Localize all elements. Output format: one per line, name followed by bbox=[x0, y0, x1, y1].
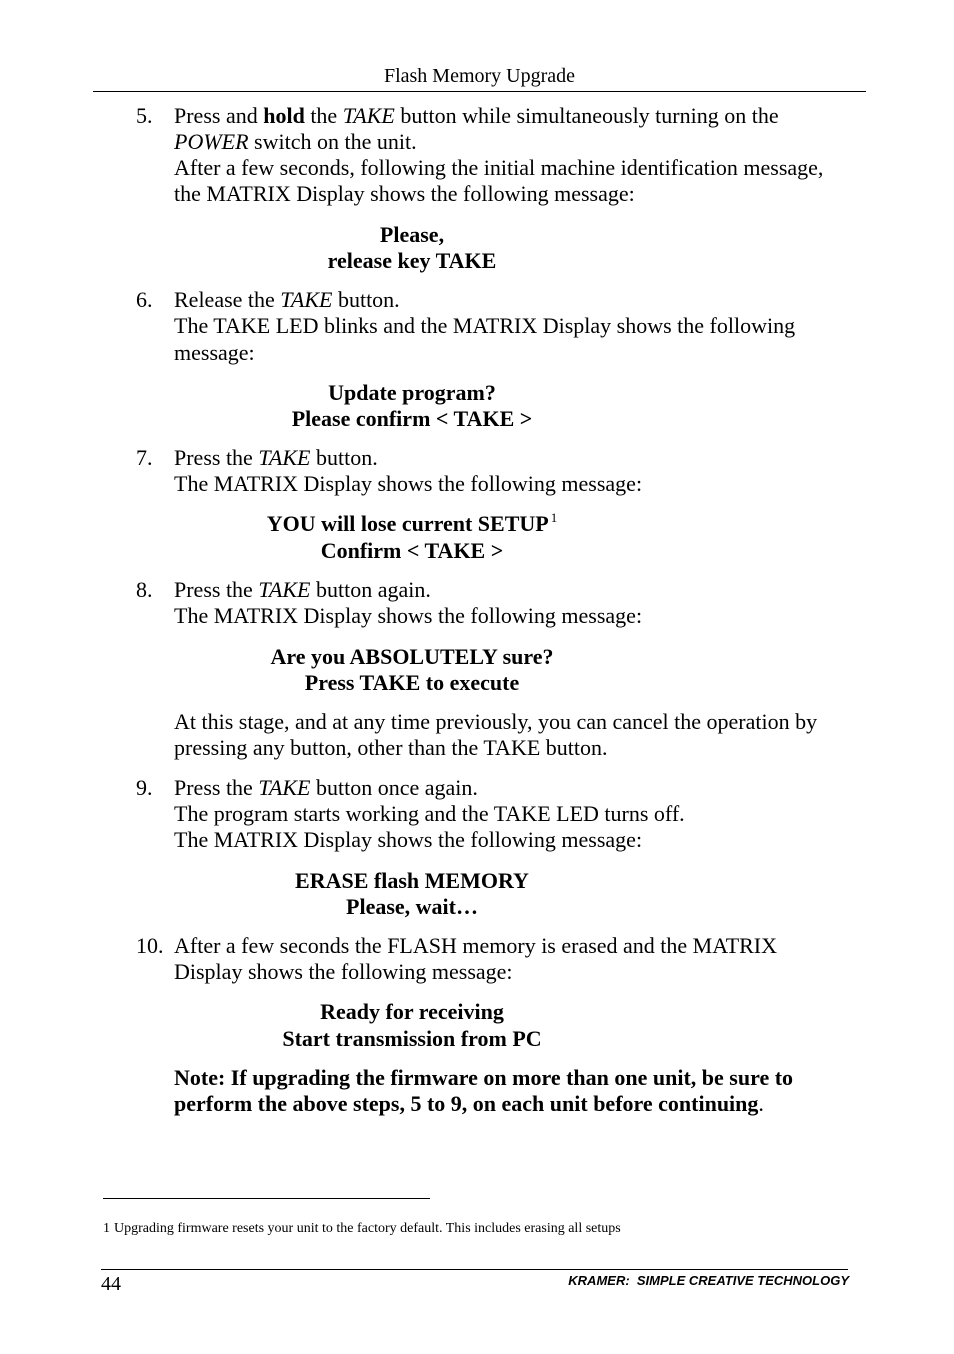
step-10-line-2: Display shows the following message: bbox=[174, 959, 513, 984]
footer-tagline: KRAMER: SIMPLE CREATIVE TECHNOLOGY bbox=[568, 1273, 849, 1288]
take-button-term: TAKE bbox=[280, 287, 333, 312]
step-text: Press the bbox=[174, 775, 259, 800]
page-number: 44 bbox=[101, 1273, 121, 1295]
note-text: perform the above steps, 5 to 9, on each unit before continuing bbox=[174, 1091, 759, 1116]
take-button-term: TAKE bbox=[258, 775, 311, 800]
step-text: Press the bbox=[174, 445, 259, 470]
display-message-line-1: ERASE flash MEMORY bbox=[295, 868, 529, 893]
display-message-line-2: Please confirm < TAKE > bbox=[291, 406, 533, 431]
step-9-line-3: The MATRIX Display shows the following message: bbox=[174, 827, 643, 852]
take-button-term: TAKE bbox=[258, 577, 311, 602]
note-line-2 bbox=[174, 1091, 764, 1117]
step-9-line-1 bbox=[174, 775, 478, 801]
step-text: button. bbox=[332, 287, 400, 312]
step-number: 7. bbox=[136, 445, 153, 470]
step-6-line-3: message: bbox=[174, 340, 255, 365]
power-switch-term: POWER bbox=[174, 129, 249, 154]
take-button-term: TAKE bbox=[258, 445, 311, 470]
display-message-line-1: Are you ABSOLUTELY sure? bbox=[270, 644, 554, 669]
step-text: button. bbox=[310, 445, 378, 470]
header-rule bbox=[93, 91, 866, 92]
step-number: 9. bbox=[136, 775, 153, 800]
step-text: the bbox=[304, 103, 343, 128]
step-7-line-1 bbox=[174, 445, 378, 471]
footnote bbox=[103, 1221, 621, 1237]
footnote-text: Upgrading firmware resets your unit to the factory default. This includes erasing all setups bbox=[114, 1221, 621, 1236]
display-message-line-2: Start transmission from PC bbox=[282, 1026, 542, 1051]
footnote-ref: 1 bbox=[550, 510, 558, 525]
display-message-line-2: release key TAKE bbox=[327, 248, 497, 273]
display-message-line-2: Please, wait… bbox=[346, 894, 478, 919]
step-6-line-1 bbox=[174, 287, 400, 313]
step-9-line-2: The program starts working and the TAKE LED turns off. bbox=[174, 801, 685, 826]
step-5-line-2 bbox=[174, 129, 417, 155]
display-message-line-1 bbox=[174, 511, 650, 537]
step-number: 5. bbox=[136, 103, 153, 128]
step-text: Release the bbox=[174, 287, 281, 312]
footnote-number: 1 bbox=[103, 1221, 110, 1236]
step-5-line-3: After a few seconds, following the initial machine identification message, bbox=[174, 155, 824, 180]
step-5-line-4: the MATRIX Display shows the following message: bbox=[174, 181, 635, 206]
footnote-rule bbox=[103, 1198, 430, 1199]
note-line-1: Note: If upgrading the firmware on more than one unit, be sure to bbox=[174, 1065, 794, 1090]
take-button-term: TAKE bbox=[342, 103, 395, 128]
step-5-line-1 bbox=[174, 103, 779, 129]
cancel-remark-line-2: pressing any button, other than the TAKE button. bbox=[174, 735, 608, 760]
display-message-line-1: Update program? bbox=[328, 380, 496, 405]
step-number: 10. bbox=[136, 933, 164, 958]
step-6-line-2: The TAKE LED blinks and the MATRIX Display shows the following bbox=[174, 313, 796, 338]
display-message-text: YOU will lose current SETUP bbox=[266, 511, 549, 536]
step-text: button while simultaneously turning on the bbox=[394, 103, 779, 128]
page-header-title: Flash Memory Upgrade bbox=[383, 65, 576, 87]
cancel-remark-line-1: At this stage, and at any time previously, you can cancel the operation by bbox=[174, 709, 818, 734]
display-message-line-1: Ready for receiving bbox=[320, 999, 504, 1024]
step-number: 8. bbox=[136, 577, 153, 602]
step-number: 6. bbox=[136, 287, 153, 312]
display-message-line-2: Press TAKE to execute bbox=[304, 670, 520, 695]
step-text: Press the bbox=[174, 577, 259, 602]
step-text: switch on the unit. bbox=[248, 129, 417, 154]
step-text: button once again. bbox=[310, 775, 478, 800]
footer-rule bbox=[101, 1269, 848, 1270]
step-8-line-2: The MATRIX Display shows the following message: bbox=[174, 603, 643, 628]
step-7-line-2: The MATRIX Display shows the following message: bbox=[174, 471, 643, 496]
step-text: Press and bbox=[174, 103, 264, 128]
display-message-line-1: Please, bbox=[379, 222, 445, 247]
step-text: button again. bbox=[310, 577, 431, 602]
step-8-line-1 bbox=[174, 577, 431, 603]
step-10-line-1: After a few seconds the FLASH memory is erased and the MATRIX bbox=[174, 933, 778, 958]
display-message-line-2: Confirm < TAKE > bbox=[320, 538, 504, 563]
emphasis-hold: hold bbox=[263, 103, 305, 128]
note-period: . bbox=[758, 1091, 764, 1116]
